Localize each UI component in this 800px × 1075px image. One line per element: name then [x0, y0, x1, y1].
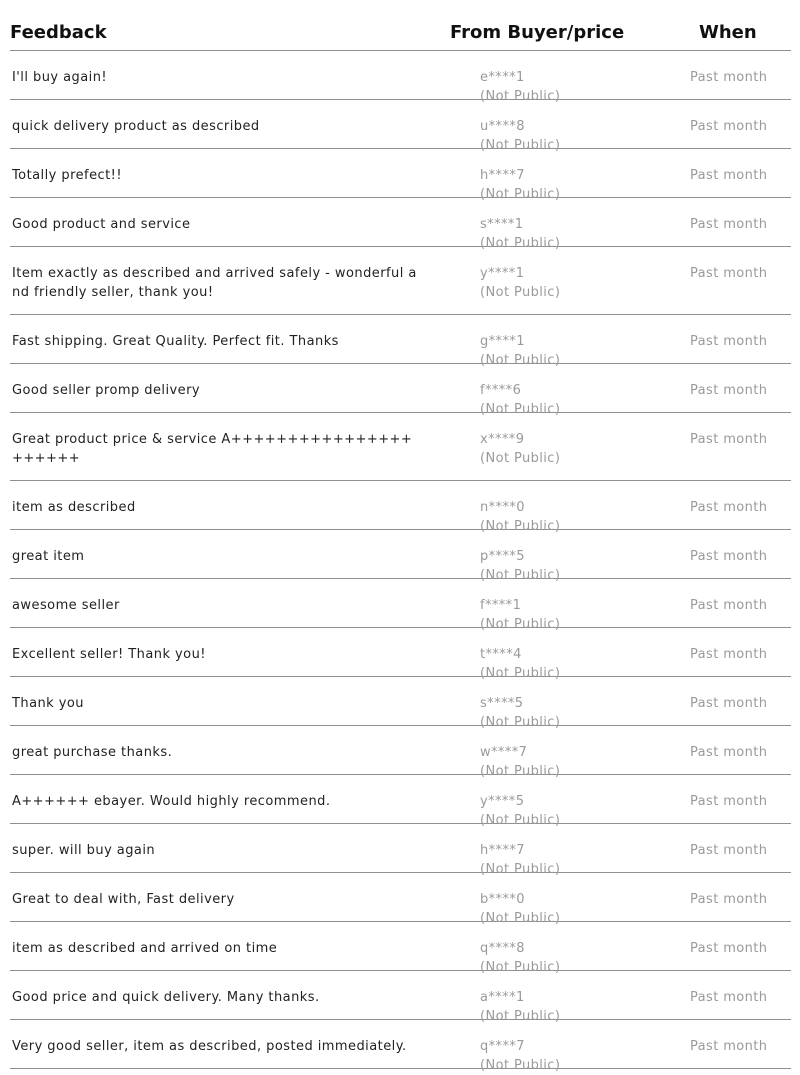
table-row — [10, 530, 791, 583]
buyer-visibility: (Not Public) — [480, 617, 561, 632]
buyer-name: t****4 — [480, 647, 522, 662]
feedback-text: Great product price & service A++++++++++++++++++++++ — [12, 432, 413, 466]
when-cell: Past month — [690, 266, 768, 281]
when-cell: Past month — [690, 794, 768, 809]
buyer-visibility: (Not Public) — [480, 236, 561, 251]
table-row — [10, 198, 791, 251]
feedback-text: item as described and arrived on time — [12, 941, 278, 956]
table-row — [10, 315, 791, 368]
when-cell: Past month — [690, 941, 768, 956]
feedback-table — [10, 0, 791, 1073]
table-header — [10, 0, 791, 51]
feedback-text: Excellent seller! Thank you! — [12, 647, 206, 662]
when-cell: Past month — [690, 549, 768, 564]
buyer-visibility: (Not Public) — [480, 451, 561, 466]
table-row — [10, 247, 791, 315]
buyer-name: f****1 — [480, 598, 522, 613]
feedback-text: great purchase thanks. — [12, 745, 173, 760]
buyer-name: y****5 — [480, 794, 525, 809]
buyer-visibility: (Not Public) — [480, 813, 561, 828]
table-row — [10, 726, 791, 779]
buyer-visibility: (Not Public) — [480, 89, 561, 104]
when-cell: Past month — [690, 119, 768, 134]
table-row — [10, 628, 791, 681]
table-row — [10, 481, 791, 534]
buyer-visibility: (Not Public) — [480, 911, 561, 926]
feedback-text: Good seller promp delivery — [12, 383, 201, 398]
buyer-visibility: (Not Public) — [480, 402, 561, 417]
buyer-name: b****0 — [480, 892, 525, 907]
buyer-name: u****8 — [480, 119, 525, 134]
buyer-visibility: (Not Public) — [480, 764, 561, 779]
buyer-visibility: (Not Public) — [480, 666, 561, 681]
buyer-visibility: (Not Public) — [480, 862, 561, 877]
when-cell: Past month — [690, 70, 768, 85]
when-cell: Past month — [690, 334, 768, 349]
buyer-name: h****7 — [480, 843, 525, 858]
feedback-text: Fast shipping. Great Quality. Perfect fit. Thanks — [12, 334, 339, 349]
when-cell: Past month — [690, 745, 768, 760]
feedback-text: Very good seller, item as described, posted immediately. — [12, 1039, 407, 1054]
feedback-column-header: Feedback — [10, 22, 107, 43]
feedback-text: A++++++ ebayer. Would highly recommend. — [12, 794, 331, 809]
buyer-visibility: (Not Public) — [480, 960, 561, 975]
when-cell: Past month — [690, 383, 768, 398]
buyer-name: f****6 — [480, 383, 522, 398]
feedback-text: quick delivery product as described — [12, 119, 260, 134]
buyer-name: w****7 — [480, 745, 528, 760]
buyer-name: q****8 — [480, 941, 525, 956]
buyer-name: y****1 — [480, 266, 525, 281]
table-row — [10, 873, 791, 926]
when-column-header: When — [699, 22, 757, 43]
buyer-visibility: (Not Public) — [480, 187, 561, 202]
when-cell: Past month — [690, 432, 768, 447]
when-cell: Past month — [690, 892, 768, 907]
buyer-name: a****1 — [480, 990, 525, 1005]
buyer-visibility: (Not Public) — [480, 1058, 561, 1073]
feedback-text: Great to deal with, Fast delivery — [12, 892, 235, 907]
feedback-text: super. will buy again — [12, 843, 156, 858]
from-buyer-column-header: From Buyer/price — [450, 22, 625, 43]
when-cell: Past month — [690, 217, 768, 232]
buyer-name: s****1 — [480, 217, 524, 232]
buyer-visibility: (Not Public) — [480, 519, 561, 534]
when-cell: Past month — [690, 500, 768, 515]
buyer-visibility: (Not Public) — [480, 1009, 561, 1024]
buyer-cell — [480, 430, 560, 468]
feedback-text: Totally prefect!! — [12, 168, 122, 183]
feedback-text: Item exactly as described and arrived safely - wonderful and friendly seller, thank you! — [12, 266, 417, 300]
table-row — [10, 775, 791, 828]
when-cell: Past month — [690, 598, 768, 613]
when-cell: Past month — [690, 168, 768, 183]
table-row — [10, 149, 791, 202]
when-cell: Past month — [690, 647, 768, 662]
table-row — [10, 100, 791, 153]
table-row — [10, 364, 791, 417]
table-row — [10, 677, 791, 730]
buyer-name: p****5 — [480, 549, 525, 564]
buyer-visibility: (Not Public) — [480, 715, 561, 730]
feedback-text: Thank you — [12, 696, 84, 711]
when-cell: Past month — [690, 1039, 768, 1054]
buyer-name: e****1 — [480, 70, 525, 85]
buyer-name: q****7 — [480, 1039, 525, 1054]
table-row — [10, 51, 791, 104]
buyer-visibility: (Not Public) — [480, 568, 561, 583]
feedback-text: Good price and quick delivery. Many thanks. — [12, 990, 320, 1005]
buyer-cell — [480, 264, 560, 302]
feedback-text: great item — [12, 549, 85, 564]
feedback-text: item as described — [12, 500, 136, 515]
when-cell: Past month — [690, 843, 768, 858]
buyer-cell — [480, 1037, 560, 1075]
feedback-text: awesome seller — [12, 598, 120, 613]
feedback-text: Good product and service — [12, 217, 191, 232]
buyer-name: g****1 — [480, 334, 525, 349]
buyer-name: n****0 — [480, 500, 525, 515]
table-row — [10, 413, 791, 481]
buyer-name: s****5 — [480, 696, 524, 711]
table-row — [10, 824, 791, 877]
buyer-name: h****7 — [480, 168, 525, 183]
buyer-visibility: (Not Public) — [480, 353, 561, 368]
table-row — [10, 971, 791, 1024]
buyer-visibility: (Not Public) — [480, 138, 561, 153]
table-row — [10, 922, 791, 975]
buyer-name: x****9 — [480, 432, 525, 447]
table-row — [10, 1020, 791, 1073]
buyer-visibility: (Not Public) — [480, 285, 561, 300]
feedback-text: I'll buy again! — [12, 70, 108, 85]
when-cell: Past month — [690, 696, 768, 711]
table-row — [10, 579, 791, 632]
when-cell: Past month — [690, 990, 768, 1005]
